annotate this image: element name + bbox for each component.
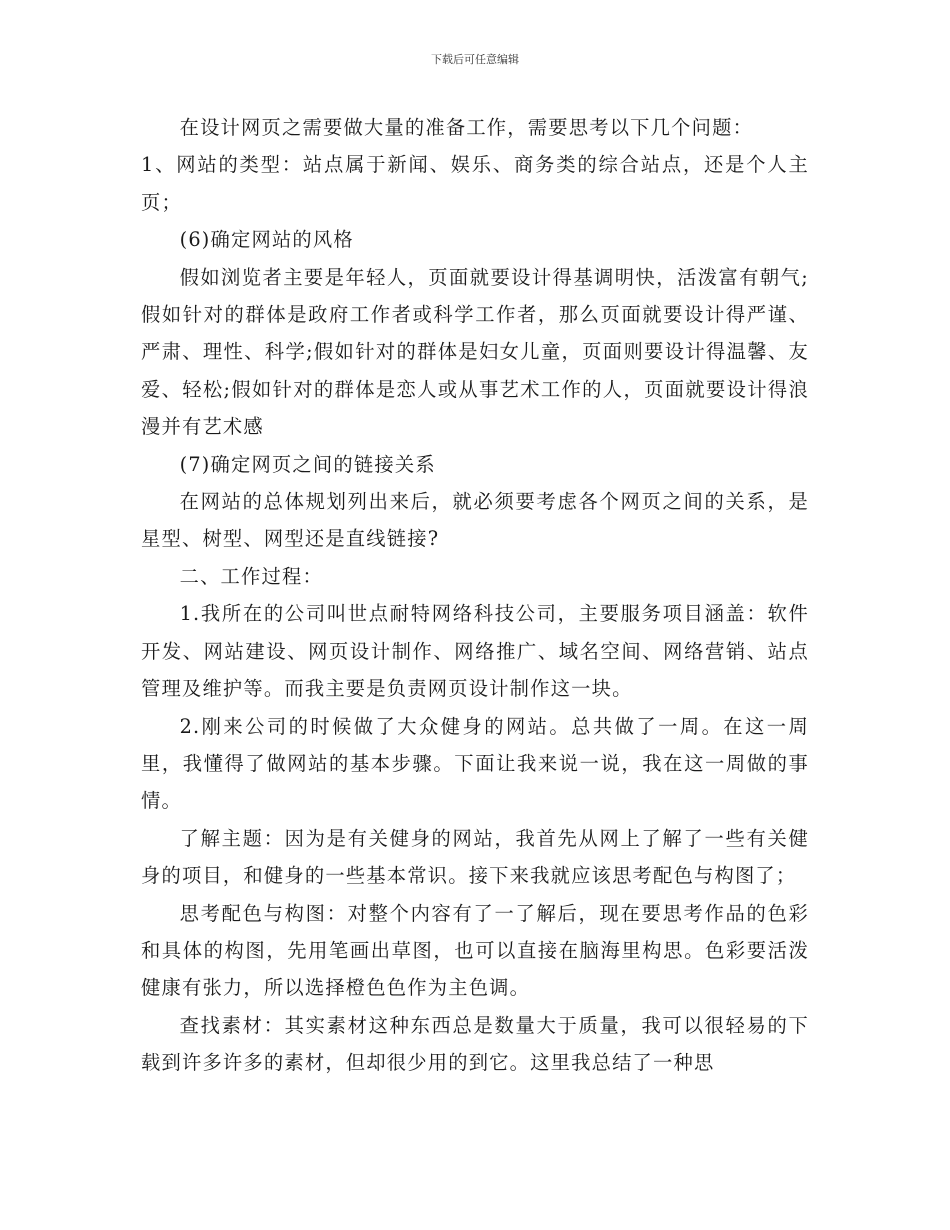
paragraph-find-materials: 查找素材：其实素材这种东西总是数量大于质量，我可以很轻易的下载到许多许多的素材，但却很少用的到它。这里我总结了一种思 (141, 1013, 809, 1075)
paragraph-understand-topic: 了解主题：因为是有关健身的网站，我首先从网上了解了一些有关健身的项目，和健身的一些基本常识。接下来我就应该思考配色与构图了； (141, 826, 809, 888)
paragraph-site-style: 假如浏览者主要是年轻人，页面就要设计得基调明快，活泼富有朝气;假如针对的群体是政府工作者或科学工作者，那么页面就要设计得严谨、严肃、理性、科学;假如针对的群体是妇女儿童，页面则要设计得温馨、友爱、轻松;假如针对的群体是恋人或从事艺术工作的人，页面就要设计得浪漫并有艺术感 (141, 265, 809, 439)
paragraph-link-relations: 在网站的总体规划列出来后，就必须要考虑各个网页之间的关系，是星型、树型、网型还是直线链接? (141, 490, 809, 551)
paragraph-color-composition: 思考配色与构图：对整个内容有了一了解后，现在要思考作品的色彩和具体的构图，先用笔画出草图，也可以直接在脑海里构思。色彩要活泼健康有张力，所以选择橙色色作为主色调。 (141, 901, 809, 1000)
paragraph-intro: 在设计网页之需要做大量的准备工作，需要思考以下几个问题： (179, 116, 754, 139)
heading-link-relations: (7)确定网页之间的链接关系 (179, 452, 436, 476)
document-body (141, 109, 809, 1082)
page-header: 下载后可任意编辑 (431, 53, 519, 66)
paragraph-fitness-site: 2.刚来公司的时候做了大众健身的网站。总共做了一周。在这一周里，我懂得了做网站的基本步骤。下面让我来说一说，我在这一周做的事情。 (141, 714, 809, 813)
paragraph-company: 1.我所在的公司叫世点耐特网络科技公司，主要服务项目涵盖：软件开发、网站建设、网页设计制作、网络推广、域名空间、网络营销、站点管理及维护等。而我主要是负责网页设计制作这一块。 (141, 602, 809, 701)
heading-work-process: 二、工作过程： (179, 564, 323, 588)
heading-site-style: (6)确定网站的风格 (179, 228, 354, 252)
paragraph-site-type: 1、网站的类型：站点属于新闻、娱乐、商务类的综合站点，还是个人主页； (141, 153, 809, 214)
